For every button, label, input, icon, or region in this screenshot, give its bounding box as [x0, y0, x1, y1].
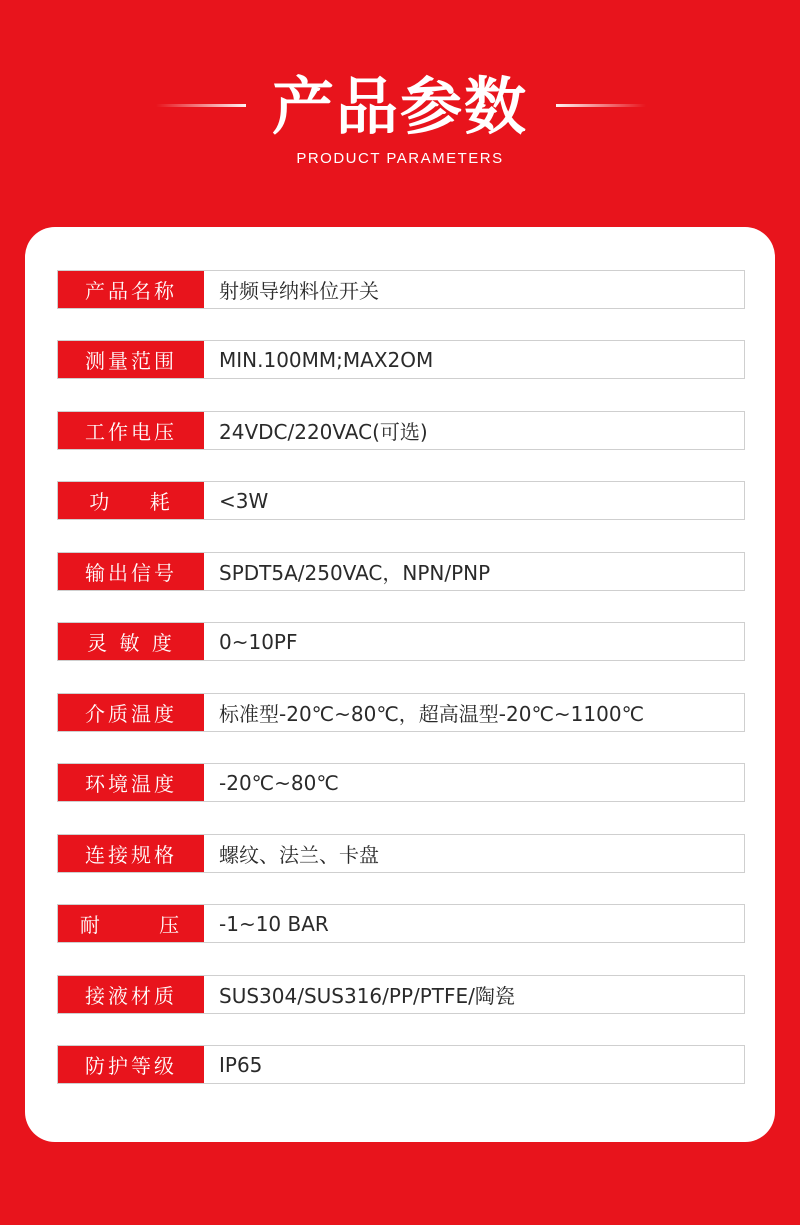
param-value: IP65	[219, 1052, 263, 1077]
param-row-wetted-material	[57, 975, 745, 1014]
param-row-sensitivity	[57, 622, 745, 661]
param-value: SPDT5A/250VAC，NPN/PNP	[219, 561, 491, 585]
page-subtitle: PRODUCT PARAMETERS	[296, 150, 504, 167]
param-value: 标准型-20℃~80℃，超高温型-20℃~1100℃	[219, 702, 645, 726]
param-label: 测量范围	[58, 341, 204, 378]
param-value: 射频导纳料位开关	[219, 279, 379, 303]
page-header	[0, 0, 800, 200]
param-value: <3W	[219, 488, 269, 513]
param-value: MIN.100MM;MAX2OM	[219, 347, 434, 372]
param-value: SUS304/SUS316/PP/PTFE/陶瓷	[219, 984, 515, 1008]
param-row-product-name	[57, 270, 745, 309]
param-row-power-consumption	[57, 481, 745, 520]
title-decoration-right	[556, 104, 646, 107]
param-row-ambient-temperature	[57, 763, 745, 802]
param-row-output-signal	[57, 552, 745, 591]
param-value: 螺纹、法兰、卡盘	[219, 843, 379, 867]
param-value: -1~10 BAR	[219, 911, 329, 936]
param-row-operating-voltage	[57, 411, 745, 450]
param-label: 工作电压	[58, 412, 204, 449]
param-value: 24VDC/220VAC(可选)	[219, 420, 428, 444]
param-label: 连接规格	[58, 835, 204, 872]
param-label: 环境温度	[58, 764, 204, 801]
param-label: 灵 敏 度	[58, 623, 204, 660]
param-label: 输出信号	[58, 553, 204, 590]
param-label: 产品名称	[58, 271, 204, 308]
param-row-measuring-range	[57, 340, 745, 379]
page-title: 产品参数	[271, 70, 528, 143]
parameters-card	[25, 227, 775, 1142]
param-row-protection-class	[57, 1045, 745, 1084]
param-label: 耐 压	[58, 905, 204, 942]
param-label: 防护等级	[58, 1046, 204, 1083]
param-label: 功 耗	[58, 482, 204, 519]
param-row-pressure-rating	[57, 904, 745, 943]
param-row-medium-temperature	[57, 693, 745, 732]
param-label: 介质温度	[58, 694, 204, 731]
param-label: 接液材质	[58, 976, 204, 1013]
param-row-connection-spec	[57, 834, 745, 873]
param-value: 0~10PF	[219, 629, 298, 654]
param-value: -20℃~80℃	[219, 770, 339, 795]
